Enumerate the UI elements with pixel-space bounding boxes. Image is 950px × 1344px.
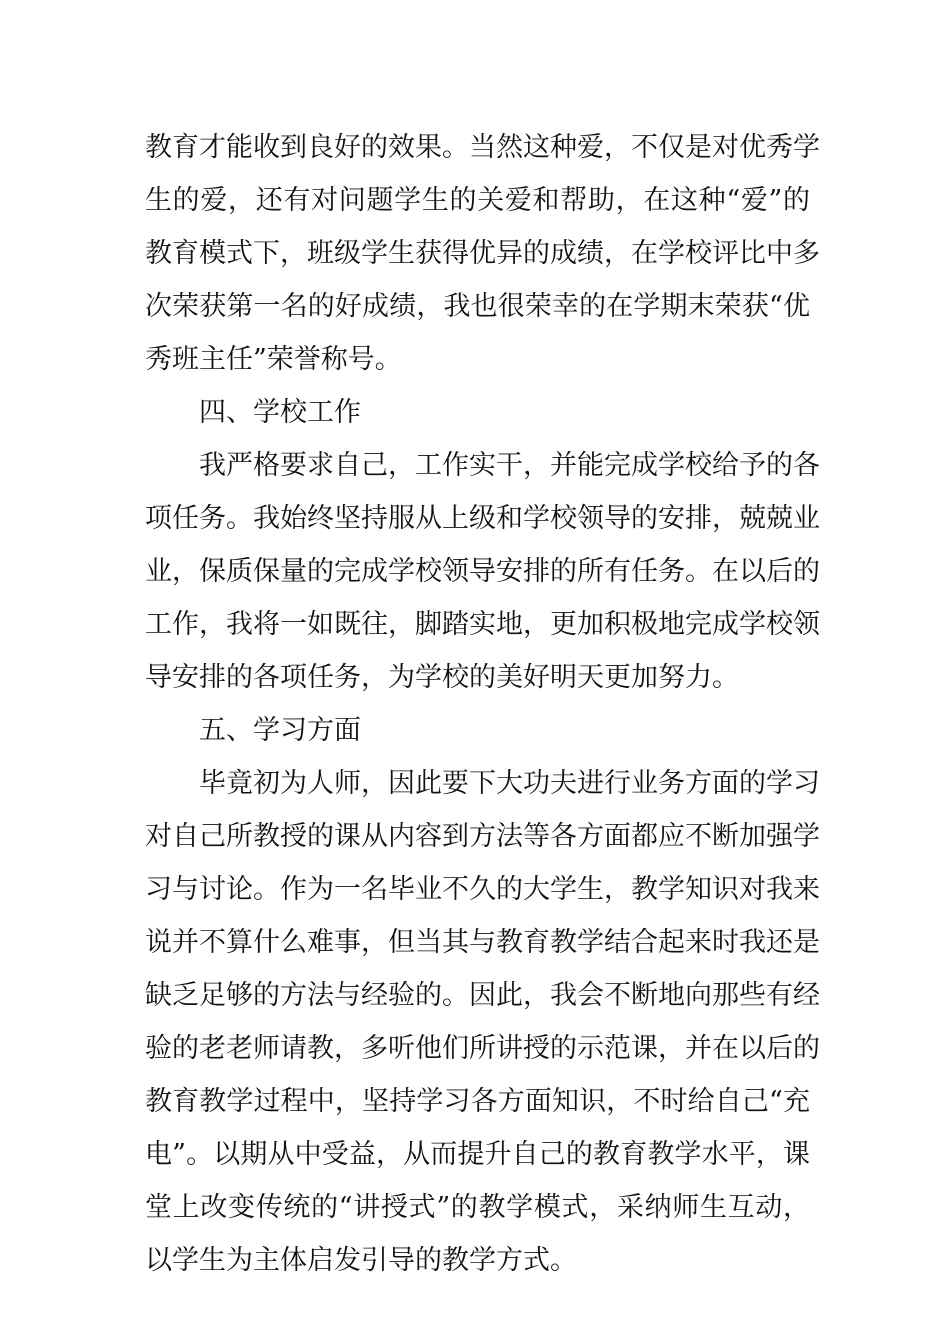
paragraph-line: 缺乏足够的方法与经验的。因此，我会不断地向那些有经	[145, 980, 820, 1011]
document-body	[145, 121, 820, 1287]
paragraph-line: 次荣获第一名的好成绩，我也很荣幸的在学期末荣获“优	[145, 291, 810, 322]
paragraph-line: 教育模式下，班级学生获得优异的成绩，在学校评比中多	[145, 238, 820, 269]
section-heading: 五、学习方面	[199, 715, 361, 746]
paragraph-line: 电”。以期从中受益，从而提升自己的教育教学水平，课	[145, 1139, 810, 1170]
paragraph-line: 教育教学过程中，坚持学习各方面知识，不时给自己“充	[145, 1086, 810, 1117]
paragraph-line: 习与讨论。作为一名毕业不久的大学生，教学知识对我来	[145, 874, 820, 905]
paragraph-line: 业，保质保量的完成学校领导安排的所有任务。在以后的	[145, 556, 820, 587]
paragraph-line: 验的老老师请教，多听他们所讲授的示范课，并在以后的	[145, 1033, 820, 1064]
paragraph-line: 导安排的各项任务，为学校的美好明天更加努力。	[145, 662, 739, 693]
paragraph-line: 对自己所教授的课从内容到方法等各方面都应不断加强学	[145, 821, 820, 852]
paragraph-line: 项任务。我始终坚持服从上级和学校领导的安排，兢兢业	[145, 503, 820, 534]
paragraph-line: 我严格要求自己，工作实干，并能完成学校给予的各	[199, 450, 820, 481]
paragraph-line: 堂上改变传统的“讲授式”的教学模式，采纳师生互动，	[145, 1192, 810, 1223]
paragraph-line: 说并不算什么难事，但当其与教育教学结合起来时我还是	[145, 927, 820, 958]
paragraph-line: 以学生为主体启发引导的教学方式。	[145, 1245, 577, 1276]
paragraph-line: 毕竟初为人师，因此要下大功夫进行业务方面的学习	[199, 768, 820, 799]
paragraph-line: 工作，我将一如既往，脚踏实地，更加积极地完成学校领	[145, 609, 820, 640]
paragraph-line: 教育才能收到良好的效果。当然这种爱，不仅是对优秀学	[145, 132, 820, 163]
paragraph-line: 生的爱，还有对问题学生的关爱和帮助，在这种“爱”的	[145, 185, 810, 216]
section-heading: 四、学校工作	[199, 397, 361, 428]
paragraph-line: 秀班主任”荣誉称号。	[145, 344, 402, 375]
